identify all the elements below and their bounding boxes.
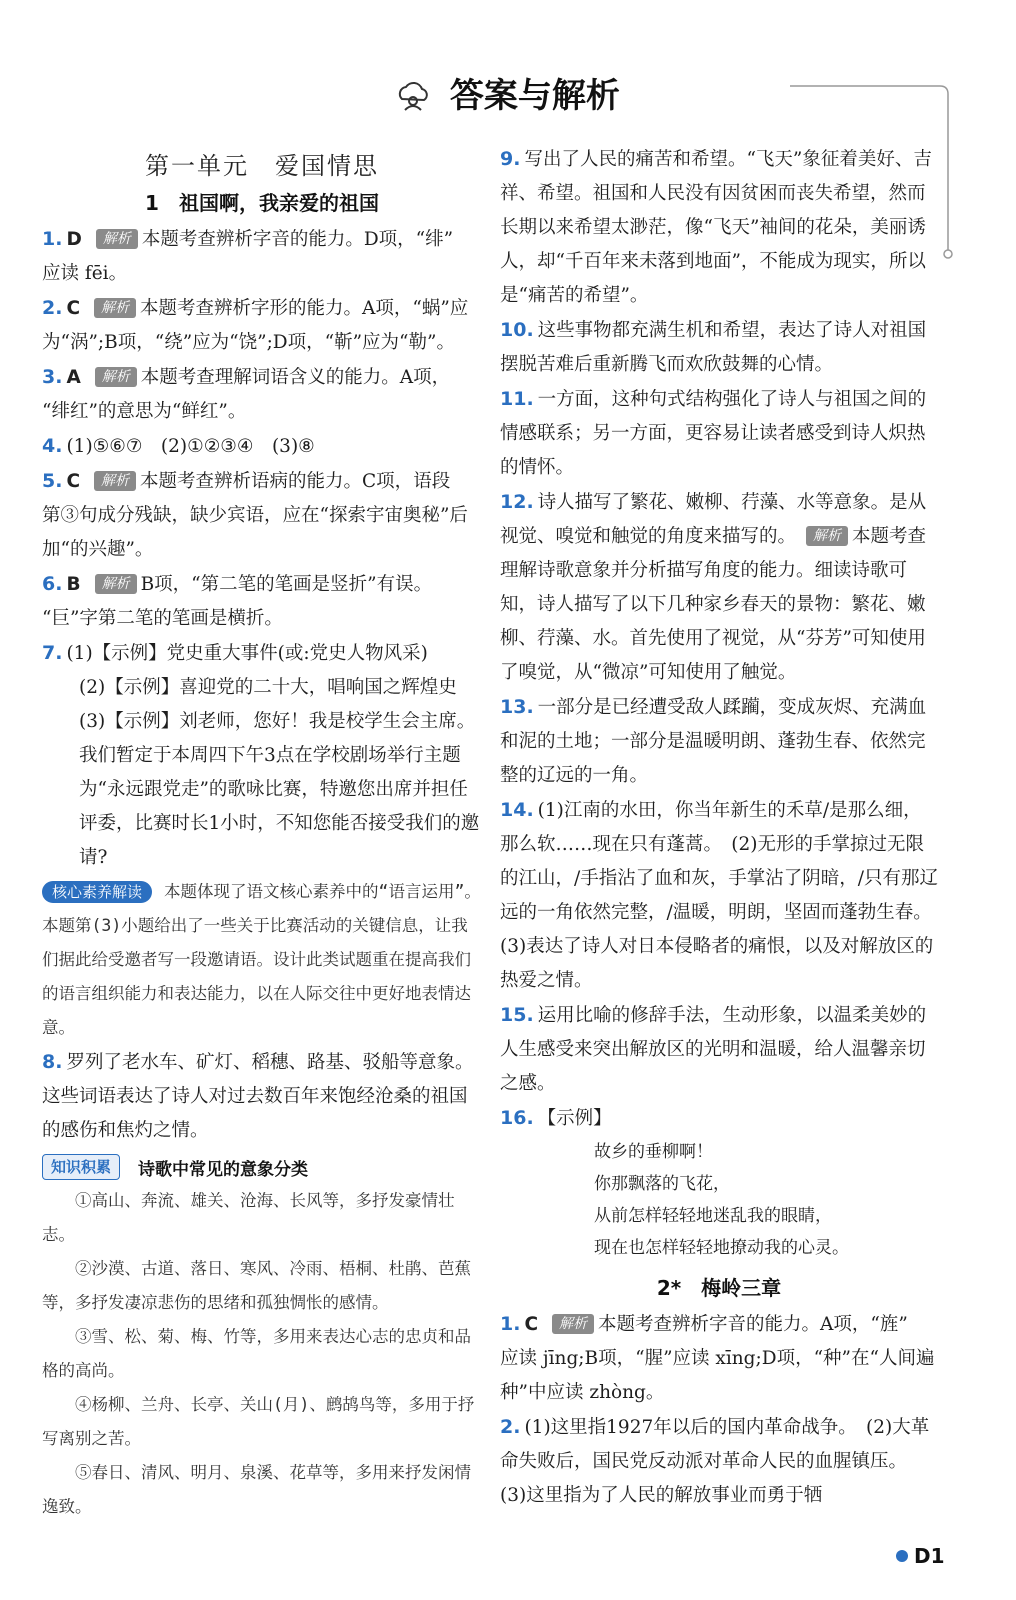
question-number: 10. [500, 319, 534, 341]
answer-text: B项，“第二笔的笔画是竖折”有误。 [140, 574, 433, 595]
answer-text: (1)江南的水田，你当年新生的禾草/是那么细，那么软……现在只有蓬蒿。 (2)无形的手掌掠过无限的江山，/手指沾了血和灰，手掌沾了阴暗，/只有那辽远的一角依然完整，/温暖，明朗，坚固而蓬勃生春。 (3)表达了诗人对日本侵略者的痛恨，以及对解放区的热爱之情。 [500, 800, 942, 991]
answer-item [42, 291, 482, 360]
question-number: 12. [500, 491, 534, 513]
answer-letter: B [66, 574, 81, 595]
answer-item [500, 382, 938, 485]
answer-text: 本题考查辨析字音的能力。D项，“绯” [141, 229, 454, 250]
question-number: 11. [500, 388, 534, 410]
answer-text: 本题考查辨析字形的能力。A项，“蜗”应 [140, 298, 469, 319]
question-number: 2. [42, 297, 63, 319]
answer-text: “绯红”的意思为“鲜红”。 [42, 401, 247, 422]
answer-letter: C [524, 1314, 539, 1335]
answer-text: 【示例】 [537, 1108, 612, 1129]
answer-text: 这些事物都充满生机和希望，表达了诗人对祖国摆脱苦难后重新腾飞而欢欣鼓舞的心情。 [500, 320, 927, 375]
answer-item [500, 1307, 938, 1410]
question-number: 1. [500, 1313, 521, 1335]
answer-text: 本题考查辨析语病的能力。C项，语段 [140, 471, 451, 492]
question-number: 4. [42, 435, 63, 457]
answer-item [500, 1101, 938, 1136]
lesson-title: 2* 梅岭三章 [656, 1276, 782, 1300]
answer-item [500, 690, 938, 793]
analysis-tag: 解析 [552, 1314, 594, 1334]
question-number: 16. [500, 1107, 534, 1129]
answer-item [500, 793, 942, 998]
knowledge-item: ①高山、奔流、雄关、沧海、长风等，多抒发豪情壮志。 [42, 1191, 455, 1244]
answer-item [42, 567, 482, 636]
answer-item [500, 1410, 938, 1513]
answer-text: 本题考查辨析字音的能力。A项，“旌” [598, 1314, 908, 1335]
left-column [42, 142, 482, 1524]
answer-text: (2)【示例】喜迎党的二十大，唱响国之辉煌史 [79, 677, 457, 698]
answer-item [42, 222, 482, 291]
core-literacy-note [42, 875, 482, 1045]
answer-text: 罗列了老水车、矿灯、稻穗、路基、驳船等意象。这些词语表达了诗人对过去数百年来饱经沧桑的祖国的感伤和焦灼之情。 [42, 1052, 474, 1141]
answer-item [42, 429, 482, 464]
answer-item [500, 485, 938, 690]
answer-item [42, 636, 482, 875]
answer-text: (1)这里指1927年以后的国内革命战争。 (2)大革命失败后，国民党反动派对革命人民的血腥镇压。 (3)这里指为了人民的解放事业而勇于牺 [500, 1417, 930, 1506]
answer-item [42, 464, 482, 567]
core-literacy-text: 本题体现了语文核心素养中的“语言运用”。本题第(3)小题给出了一些关于比赛活动的关键信息，让我们据此给受邀者写一段邀请语。设计此类试题重在提高我们的语言组织能力和表达能力，以在人际交往中更好地表情达意。 [42, 882, 481, 1037]
answer-item [42, 360, 482, 429]
page-dot-icon [896, 1550, 908, 1562]
answer-text: 诗人描写了繁花、嫩柳、荇藻、水等意象。是从视觉、嗅觉和触觉的角度来描写的。 [500, 492, 927, 547]
answer-text: 本题考查理解诗歌意象并分析描写角度的能力。细读诗歌可知，诗人描写了以下几种家乡春天的景物：繁花、嫩柳、荇藻、水。首先使用了视觉，从“芬芳”可知使用了嗅觉，从“微凉”可知使用了触觉。 [500, 526, 927, 683]
answer-text: 一方面，这种句式结构强化了诗人与祖国之间的情感联系；另一方面，更容易让读者感受到诗人炽热的情怀。 [500, 389, 927, 478]
question-number: 14. [500, 799, 534, 821]
answer-text: 一部分是已经遭受敌人蹂躏，变成灰烬、充满血和泥的土地；一部分是温暖明朗、蓬勃生春、依然完整的辽远的一角。 [500, 697, 927, 786]
question-number: 6. [42, 573, 63, 595]
analysis-tag: 解析 [96, 229, 138, 249]
knowledge-box-header [42, 1154, 482, 1180]
answer-text: 为“涡”;B项，“绕”应为“饶”;D项，“靳”应为“勒”。 [42, 332, 455, 353]
answer-text: (3)【示例】刘老师，您好！我是校学生会主席。我们暂定于本周四下午3点在学校剧场举行主题为“永远跟党走”的歌咏比赛，特邀您出席并担任评委，比赛时长1小时，不知您能否接受我们的邀请? [79, 711, 480, 868]
cloud-person-icon [396, 77, 430, 111]
knowledge-item: ③雪、松、菊、梅、竹等，多用来表达心志的忠贞和品格的高尚。 [42, 1327, 471, 1380]
question-number: 15. [500, 1004, 534, 1026]
question-number: 9. [500, 148, 521, 170]
answer-letter: A [66, 367, 81, 388]
answer-letter: C [66, 298, 81, 319]
page-number [896, 1544, 945, 1568]
knowledge-label: 知识积累 [42, 1154, 120, 1180]
question-number: 7. [42, 642, 63, 664]
poem-line: 你那飘落的飞花， [594, 1174, 730, 1194]
knowledge-title: 诗歌中常见的意象分类 [138, 1159, 309, 1180]
unit-title: 第一单元 爱国情思 [145, 152, 379, 180]
answer-text: 本题考查理解词语含义的能力。A项， [140, 367, 451, 388]
poem-line: 现在也怎样轻轻地撩动我的心灵。 [594, 1238, 849, 1258]
answer-letter: C [66, 471, 81, 492]
question-number: 2. [500, 1416, 521, 1438]
page-number-text: D1 [914, 1544, 945, 1568]
question-number: 8. [42, 1051, 63, 1073]
analysis-tag: 解析 [95, 367, 137, 387]
answer-text: (1)⑤⑥⑦ (2)①②③④ (3)⑧ [66, 436, 315, 457]
right-column [500, 142, 942, 1513]
lesson-title: 1 祖国啊，我亲爱的祖国 [145, 191, 379, 215]
answer-text: “巨”字第二笔的笔画是横折。 [42, 608, 283, 629]
answer-item [500, 142, 938, 313]
poem-line: 从前怎样轻轻地迷乱我的眼睛， [594, 1206, 832, 1226]
answer-text: (1)【示例】党史重大事件(或:党史人物风采) [66, 643, 428, 664]
answer-text: 写出了人民的痛苦和希望。“飞天”象征着美好、吉祥、希望。祖国和人民没有因贫困而丧失希望，然而长期以来希望太渺茫，像“飞天”袖间的花朵，美丽诱人，却“千百年来未落到地面”，不能成为现实，所以是“痛苦的希望”。 [500, 149, 932, 306]
question-number: 13. [500, 696, 534, 718]
analysis-tag: 解析 [94, 298, 136, 318]
core-literacy-label: 核心素养解读 [42, 881, 152, 903]
knowledge-item: ⑤春日、清风、明月、泉溪、花草等，多用来抒发闲情逸致。 [42, 1463, 471, 1516]
page-title-text: 答案与解析 [449, 76, 620, 116]
question-number: 1. [42, 228, 63, 250]
answer-text: 运用比喻的修辞手法，生动形象，以温柔美妙的人生感受来突出解放区的光明和温暖，给人温馨亲切之感。 [500, 1005, 927, 1094]
answer-text: 应读 fēi。 [42, 263, 128, 284]
poem-line: 故乡的垂柳啊！ [594, 1142, 713, 1162]
analysis-tag: 解析 [806, 526, 848, 546]
analysis-tag: 解析 [95, 574, 137, 594]
answer-letter: D [66, 229, 82, 250]
knowledge-item: ②沙漠、古道、落日、寒风、冷雨、梧桐、杜鹃、芭蕉等，多抒发凄凉悲伤的思绪和孤独惆怅的感情。 [42, 1259, 471, 1312]
answer-item [500, 998, 938, 1101]
analysis-tag: 解析 [94, 471, 136, 491]
answer-text: 应读 jīng;B项，“腥”应读 xīng;D项，“种”在“人间遍种”中应读 zhòng。 [500, 1348, 935, 1403]
knowledge-item: ④杨柳、兰舟、长亭、关山(月)、鹧鸪鸟等，多用于抒写离别之苦。 [42, 1395, 475, 1448]
question-number: 5. [42, 470, 63, 492]
answer-item [500, 313, 938, 382]
question-number: 3. [42, 366, 63, 388]
answer-text: 第③句成分残缺，缺少宾语，应在“探索宇宙奥秘”后加“的兴趣”。 [42, 505, 468, 560]
answer-item [42, 1045, 482, 1148]
